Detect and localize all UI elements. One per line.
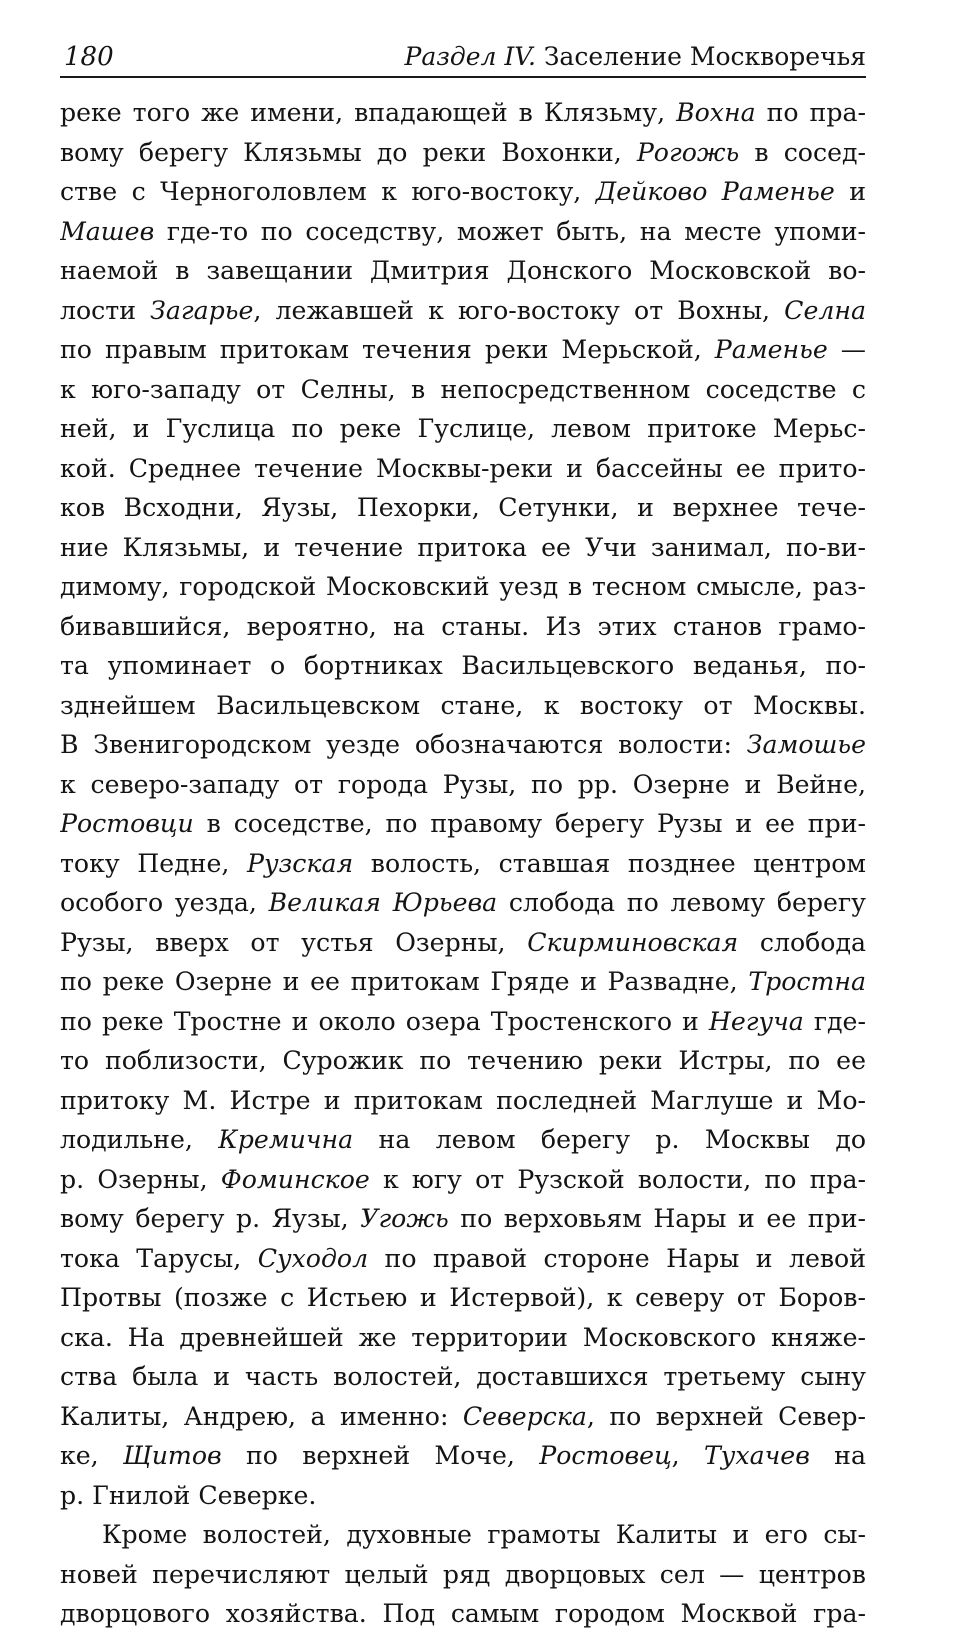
chapter-title: Заселение Москворечья [543,42,866,71]
page-header [60,40,866,78]
text-run: где- [803,1006,866,1036]
text-run: Калиты, Андрею, а именно: [60,1401,463,1431]
text-line [60,488,866,528]
text-run: в сосед- [739,137,866,167]
italic-place-name: Тухачев [704,1441,810,1470]
text-run: по верховьям Нары и ее при- [448,1204,866,1233]
text-run: , [671,1441,704,1470]
text-run: и [834,177,866,206]
italic-place-name: Кремична [218,1125,354,1154]
text-line [60,409,866,449]
text-run: на левом берегу р. Москвы до [353,1125,866,1154]
text-line [60,449,866,489]
text-run: реке того же имени, впадающей в Клязьму, [60,98,677,127]
text-run: тока Тарусы, [60,1243,258,1273]
text-line [60,725,866,765]
text-run: по правым притокам течения реки Мерьской, [60,335,715,364]
running-head [405,42,866,72]
text-run: та упоминает о бортниках Васильцевского веданья, по- [60,651,866,680]
text-line [60,1357,866,1397]
text-run: р. Гнилой Северке. [60,1480,317,1510]
text-run: кой. Среднее течение Москвы-реки и бассейны ее прито- [60,453,866,483]
text-run: новей перечисляют целый ряд дворцовых сел — центров [60,1559,866,1589]
italic-place-name: Дейково Раменье [595,177,835,206]
text-line [60,133,866,173]
text-run: , по верхней Север- [586,1401,866,1431]
text-run: вому берегу Клязьмы до реки Вохонки, [60,137,637,167]
text-run: дворцового хозяйства. Под самым городом Москвой гра- [60,1599,866,1628]
text-line [60,1199,866,1239]
text-line [60,646,866,686]
italic-place-name: Тростна [748,967,866,996]
text-line [60,844,866,884]
text-line [60,607,866,647]
italic-place-name: Фоминское [220,1164,370,1194]
text-line [60,1278,866,1318]
italic-place-name: Ростовци [60,809,194,838]
text-run: ска. На древнейшей же территории Московского княже- [60,1322,866,1352]
text-line [60,804,866,844]
text-line [60,686,866,726]
italic-place-name: Скирминовская [527,927,739,957]
text-run: слобода [738,927,866,957]
text-run: Рузы, вверх от устья Озерны, [60,927,528,957]
text-line [60,370,866,410]
text-line [60,528,866,568]
text-line [60,962,866,1002]
text-run: В Звенигородском уезде обозначаются волости: [60,730,747,759]
text-run: слобода по левому берегу [497,888,866,917]
text-run: ней, и Гуслица по реке Гуслице, левом притоке Мерьс- [60,414,866,443]
italic-place-name: Северска [462,1401,587,1431]
text-run: особого уезда, [60,888,269,917]
italic-place-name: Негуча [708,1006,804,1036]
text-line [60,1594,866,1634]
text-run: р. Озерны, [60,1164,221,1194]
text-line [60,1239,866,1279]
italic-place-name: Угожь [360,1204,449,1233]
text-line [60,923,866,963]
text-line [60,172,866,212]
text-run: стве с Черноголовлем к юго-востоку, [60,177,596,206]
text-line [60,1515,866,1555]
text-run: по правой стороне Нары и левой [368,1243,866,1273]
text-run: то поблизости, Сурожик по течению реки Истры, по ее [60,1046,866,1075]
text-run: по реке Озерне и ее притокам Гряде и Развадне, [60,967,749,996]
text-run: к юго-западу от Селны, в непосредственном соседстве с [60,374,866,404]
text-run: лодильне, [60,1125,219,1154]
italic-place-name: Великая Юрьева [268,888,498,917]
text-run: где-то по соседству, может быть, на месте упоми- [154,216,866,246]
italic-place-name: Машев [60,216,155,246]
text-line [60,291,866,331]
italic-place-name: Селна [784,295,866,325]
text-run: к северо-западу от города Рузы, по рр. Озерне и Вейне, [60,769,866,799]
page-number: 180 [64,42,114,72]
text-run: в соседстве, по правому берегу Рузы и ее при- [193,809,866,838]
italic-place-name: Вохна [676,98,756,127]
text-line [60,1002,866,1042]
italic-place-name: Загарье [150,295,254,325]
text-run: — [827,335,866,364]
body-text [60,93,866,1634]
italic-place-name: Рогожь [636,137,740,167]
text-line [60,93,866,133]
text-line [60,1160,866,1200]
text-run: к югу от Рузской волости, по пра- [369,1164,866,1194]
italic-place-name: Замошье [746,730,866,759]
text-line [60,1081,866,1121]
text-run: , лежавшей к юго-востоку от Вохны, [253,295,785,325]
text-line [60,1120,866,1160]
text-run: по верхней Моче, [221,1441,540,1470]
italic-place-name: Суходол [257,1243,369,1273]
text-run: зднейшем Васильцевском стане, к востоку от Москвы. [60,690,866,720]
text-run: притоку М. Истре и притокам последней Маглуше и Мо- [60,1085,866,1115]
text-line [60,765,866,805]
text-run: Кроме волостей, духовные грамоты Калиты и его сы- [102,1520,866,1549]
text-run: ке, [60,1441,123,1470]
text-run: димому, городской Московский уезд в тесном смысле, раз- [60,572,866,601]
text-run: наемой в завещании Дмитрия Донского Московской во- [60,256,866,285]
section-label: Раздел IV. [404,42,536,71]
text-run: ства была и часть волостей, доставшихся третьему сыну [60,1362,866,1391]
text-run: по пра- [755,98,866,127]
text-run: лости [60,295,151,325]
text-run: бивавшийся, вероятно, на станы. Из этих станов грамо- [60,611,866,641]
text-line [60,1397,866,1437]
text-run: Протвы (позже с Истьею и Истервой), к северу от Боров- [60,1283,866,1312]
text-run: вому берегу р. Яузы, [60,1204,361,1233]
text-run: по реке Тростне и около озера Тростенского и [60,1006,709,1036]
text-line [60,212,866,252]
text-line [60,330,866,370]
text-line [60,1555,866,1595]
text-line [60,883,866,923]
italic-place-name: Рузская [247,848,354,878]
text-line [60,1041,866,1081]
text-line [60,1318,866,1358]
text-run: ние Клязьмы, и течение притока ее Учи занимал, по-ви- [60,532,866,562]
text-run: волость, ставшая позднее центром [353,848,866,878]
italic-place-name: Ростовец [539,1441,672,1470]
text-run: току Педне, [60,848,247,878]
text-run: ков Всходни, Яузы, Пехорки, Сетунки, и верхнее тече- [60,493,866,522]
italic-place-name: Раменье [714,335,828,364]
text-line [60,1436,866,1476]
text-line [60,251,866,291]
text-line [60,1476,866,1516]
italic-place-name: Щитов [122,1441,222,1470]
text-run: на [809,1441,866,1470]
text-line [60,567,866,607]
